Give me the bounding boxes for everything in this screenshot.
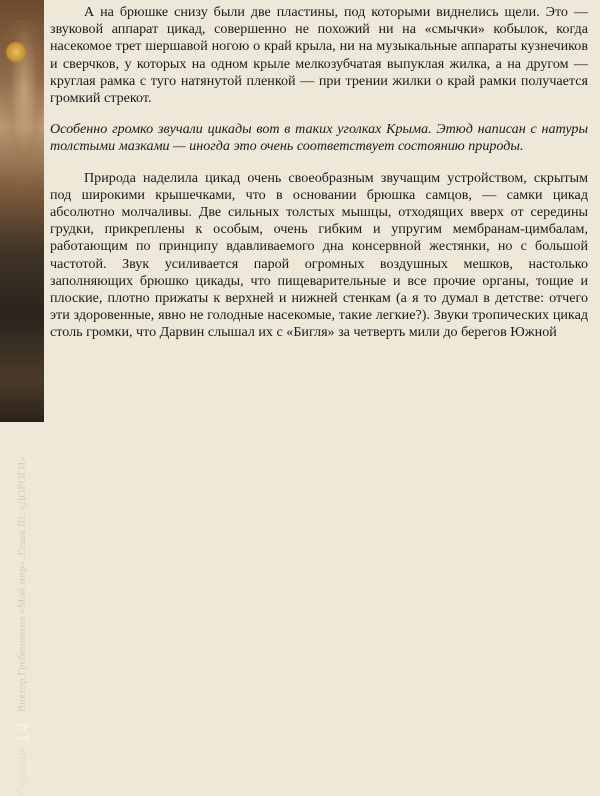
- page-spine: [0, 0, 44, 796]
- page-number: 14: [9, 721, 34, 744]
- page-content: [50, 4, 588, 342]
- image-caption: Особенно громко звучали цикады вот в таких уголках Крыма. Этюд написан с натуры толстыми мазками — иногда это очень соответствует состоянию природы.: [50, 121, 588, 155]
- paragraph-1: А на брюшке снизу были две пластины, под которыми виднелись щели. Это — звуковой аппарат цикад, совершенно не похожий ни на «смычки» кобылок, когда насекомое трет шершавой ногою о край крыла, ни на музыкальные аппараты кузнечиков и сверчков, у которых на одном крыле мелкозубчатая выпуклая жилка, а на другом — круглая рамка с туго натянутой пленкой — при трении жилки о край рамки получается громкий стрекот.: [50, 4, 588, 107]
- paragraph-2: Природа наделила цикад очень своеобразным звучащим устройством, скрытым под широкими крышечками, что в основании брюшка самцов, — самки цикад абсолютно молчаливы. Две сильных толстых мышцы, отходящих вверх от середины грудки, прикреплены к особым, очень гибким и упругим мембранам-цимбалам, работающим по принципу вдавливаемого дна консервной жестянки, но с большой частотой. Звук усиливается парой огромных воздушных мешков, настолько заполняющих брюшко цикады, что пищеварительные и все прочие органы, тощие и плоские, плотно прижаты к верхней и нижней стенкам (а я то думал в детстве: отчего эти здоровенные, явно не голодные насекомые, такие легкие?). Звуки тропических цикад столь громки, что Дарвин слышал их с «Бигля» за четверть мили до берегов Южной: [50, 169, 588, 341]
- book-logo-icon: [6, 42, 26, 62]
- spine-caption: [4, 382, 40, 796]
- page-label: Страница: [16, 746, 28, 796]
- book-credit: Виктор Гребенников «Мой мир». Глава III. «ДОРОГИ»: [16, 456, 28, 712]
